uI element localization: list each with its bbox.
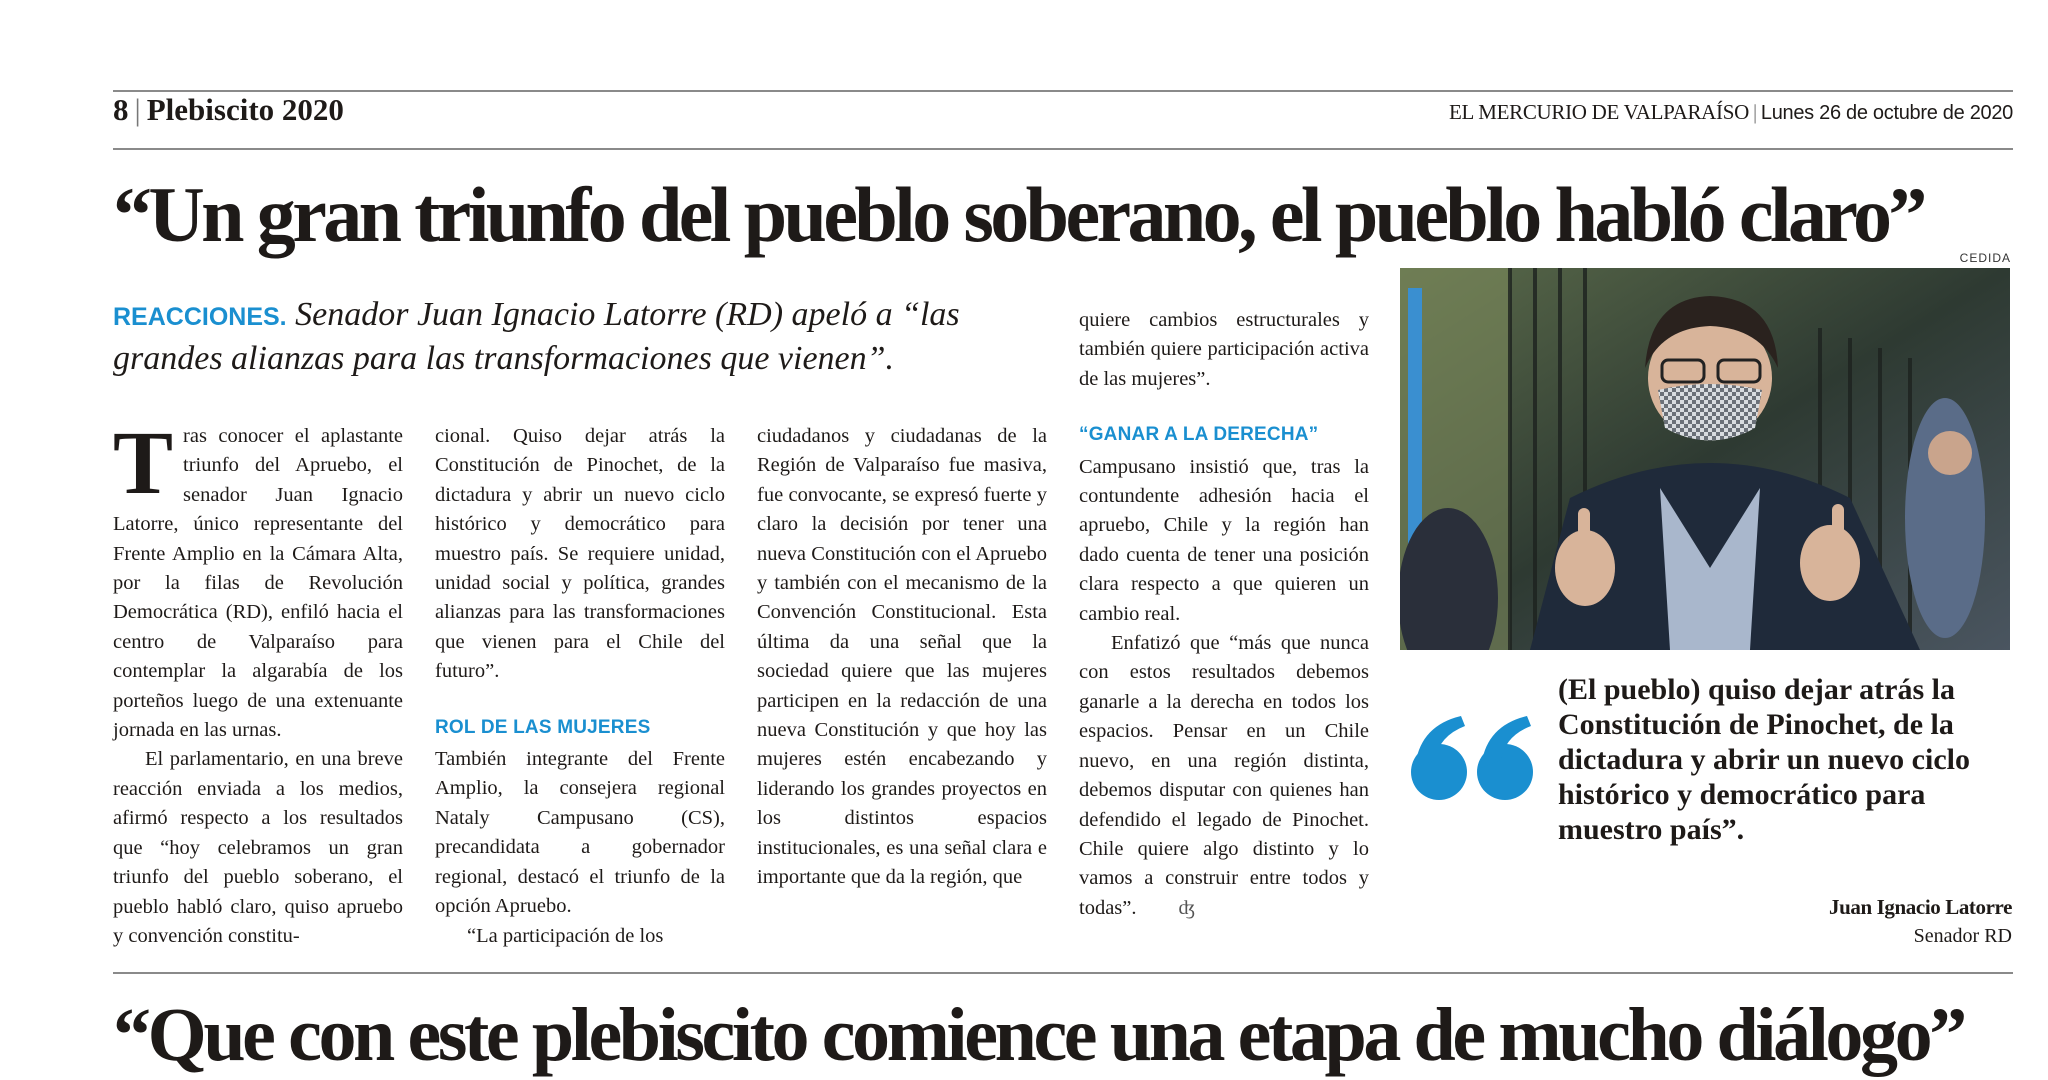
paragraph: Campusano insistió que, tras la contundente adhesión hacia el apruebo, Chile y la región han dado cuenta de tener una posición clara respecto a que quieren un cambio real.	[1079, 455, 1369, 625]
publication-info	[1449, 100, 2013, 125]
header-separator: |	[1752, 100, 1757, 124]
paragraph: “La participación de los	[467, 924, 664, 947]
quote-role: Senador RD	[1913, 925, 2012, 947]
column-2	[435, 422, 725, 951]
article-headline: “Un gran triunfo del pueblo soberano, el pueblo habló claro”	[113, 171, 1924, 258]
header-separator: |	[134, 92, 141, 127]
paragraph: También integrante del Frente Amplio, la consejera regional Nataly Campusano (CS), precandidata a gobernador regional, destacó el triunfo de la opción Apruebo.	[435, 748, 725, 918]
column-1	[113, 414, 403, 951]
paragraph: El parlamentario, en una breve reacción enviada a los medios, afirmó respecto a los resultados que “hoy celebramos un gran triunfo del pueblo soberano, el pueblo habló claro, quiso apruebo y convención constitu-	[113, 748, 403, 947]
section-name: Plebiscito 2020	[146, 92, 344, 127]
quote-icon	[1405, 710, 1545, 810]
photo-credit: CEDIDA	[1959, 251, 2011, 265]
column-3	[757, 422, 1047, 893]
paragraph	[1079, 629, 1369, 923]
paragraph: ras conocer el aplastante triunfo del Apruebo, el senador Juan Ignacio Latorre, único representante del Frente Amplio en la Cámara Alta, por la filas de Revolución Democrática (RD), enfiló hacia el centro de Valparaíso para contemplar la algarabía de los porteños luego de una extenuante jornada en las urnas.	[113, 425, 403, 742]
paragraph: cional. Quiso dejar atrás la Constitución de Pinochet, de la dictadura y abrir un nuevo ciclo histórico y democrático para muestro país. Se requiere unidad, unidad social y política, grandes alianzas para las transformaciones que vienen para el Chile del futuro”.	[435, 425, 725, 683]
publication-name: EL MERCURIO DE VALPARAÍSO	[1449, 100, 1749, 124]
section-label	[113, 92, 344, 128]
page-number: 8	[113, 92, 129, 127]
next-article-headline: “Que con este plebiscito comience una etapa de mucho diálogo”	[113, 993, 1964, 1077]
column-4	[1079, 306, 1369, 923]
drop-cap: T	[113, 414, 174, 513]
paragraph: ciudadanos y ciudadanas de la Región de Valparaíso fue masiva, fue convocante, se expresó fuerte y claro la decisión por tener una nueva Constitución con el Apruebo y también con el mecanismo de la Convención Constitucional. Esta última da una señal que la sociedad quiere que las mujeres participen en la redacción de una nueva Constitución y que hoy las mujeres estén encabezando y liderando los grandes proyectos en los distintos espacios institucionales, es una señal clara e importante que da la región, que	[757, 425, 1047, 889]
quote-author: Juan Ignacio Latorre	[1829, 895, 2012, 919]
article-photo	[1400, 268, 2010, 650]
page-header	[113, 92, 2013, 132]
publication-date: Lunes 26 de octubre de 2020	[1760, 102, 2013, 124]
pull-quote: (El pueblo) quiso dejar atrás la Constitución de Pinochet, de la dictadura y abrir un nuevo ciclo histórico y democrático para muestro país”.	[1558, 673, 1970, 846]
lede-kicker: REACCIONES.	[113, 303, 287, 331]
subheading-rol-mujeres: ROL DE LAS MUJERES	[435, 716, 651, 738]
end-mark-icon: ʤ	[1178, 896, 1196, 919]
closing-text: Enfatizó que “más que nunca con estos resultados debemos ganarle a la derecha en todos los espacios. Pensar en un Chile nuevo, en una región distinta, debemos disputar con quienes han defendido el legado de Pinochet. Chile quiere algo distinto y lo vamos a construir entre todos y todas”.	[1079, 632, 1369, 919]
lede-text: Senador Juan Ignacio Latorre (RD) apeló a “las grandes alianzas para las transformaciones que vienen”.	[113, 296, 960, 377]
subheading-ganar-derecha: “GANAR A LA DERECHA”	[1079, 424, 1319, 446]
article-lede	[113, 294, 1043, 380]
senator-photo-illustration	[1400, 268, 2010, 650]
article-divider	[113, 972, 2013, 974]
header-rule	[113, 148, 2013, 150]
paragraph: quiere cambios estructurales y también quiere participación activa de las mujeres”.	[1079, 309, 1369, 390]
